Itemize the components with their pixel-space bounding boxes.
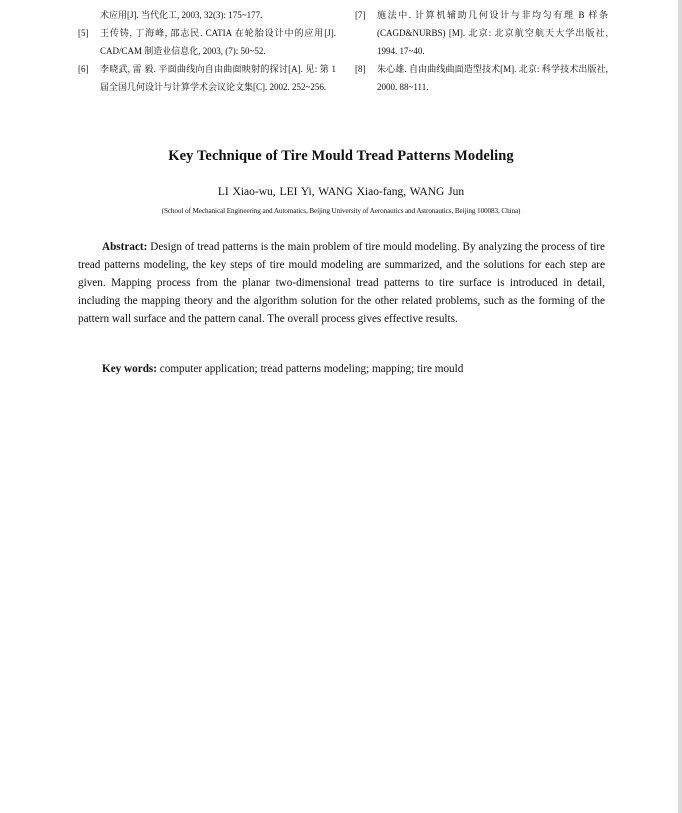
reference-item — [355, 60, 608, 96]
reference-text: 王传铸, 丁海峰, 邵志民. CATIA 在轮胎设计中的应用[J]. CAD/CAM 制造业信息化, 2003, (7): 50~52. — [100, 28, 336, 56]
reference-number: [8] — [355, 64, 366, 74]
reference-item — [355, 6, 608, 60]
reference-text: 朱心雄. 自由曲线曲面造型技术[M]. 北京: 科学技术出版社, 2000. 88~111. — [377, 64, 608, 92]
reference-number: [7] — [355, 10, 366, 20]
reference-text: 施法中. 计算机辅助几何设计与非均匀有理 B 样条(CAGD&NURBS) [M]. 北京: 北京航空航天大学出版社, 1994. 17~40. — [377, 10, 608, 56]
reference-column-right — [355, 6, 608, 96]
abstract-label: Abstract: — [102, 241, 148, 253]
reference-number: [5] — [78, 28, 89, 38]
reference-item — [78, 60, 336, 96]
reference-text: 李晓武, 雷 毅. 平面曲线向自由曲面映射的探讨[A]. 见: 第 1 届全国几何设计与计算学术会议论文集[C]. 2002. 252~256. — [100, 64, 336, 92]
keywords-text: computer application; tread patterns modeling; mapping; tire mould — [159, 363, 464, 375]
abstract — [78, 238, 605, 328]
abstract-text: Design of tread patterns is the main problem of tire mould modeling. By analyzing the process of tire tread patterns modeling, the key steps of tire mould modeling are summarized, and the solutions for each step are given. Mapping process from the planar two-dimensional tread patterns to tire surface is introduced in detail, including the mapping theory and the algorithm solution for the other related problems, such as the forming of the pattern wall surface and the pattern canal. The overall process gives effective results. — [78, 241, 606, 325]
affiliation: (School of Mechanical Engineering and Automatics, Beijing University of Aeronautics and Astronautics, Beijing 100083, China) — [161, 207, 521, 215]
paper-title: Key Technique of Tire Mould Tread Patterns Modeling — [168, 148, 514, 164]
reference-column-left — [78, 6, 336, 96]
author-list: LI Xiao-wu, LEI Yi, WANG Xiao-fang, WANG Jun — [217, 186, 465, 198]
keywords — [78, 360, 605, 378]
reference-item — [78, 24, 336, 60]
reference-item — [78, 6, 336, 24]
page-edge — [678, 0, 682, 813]
keywords-label: Key words: — [102, 363, 157, 375]
reference-number: [6] — [78, 64, 89, 74]
reference-text: 术应用[J]. 当代化工, 2003, 32(3): 175~177. — [100, 10, 263, 20]
